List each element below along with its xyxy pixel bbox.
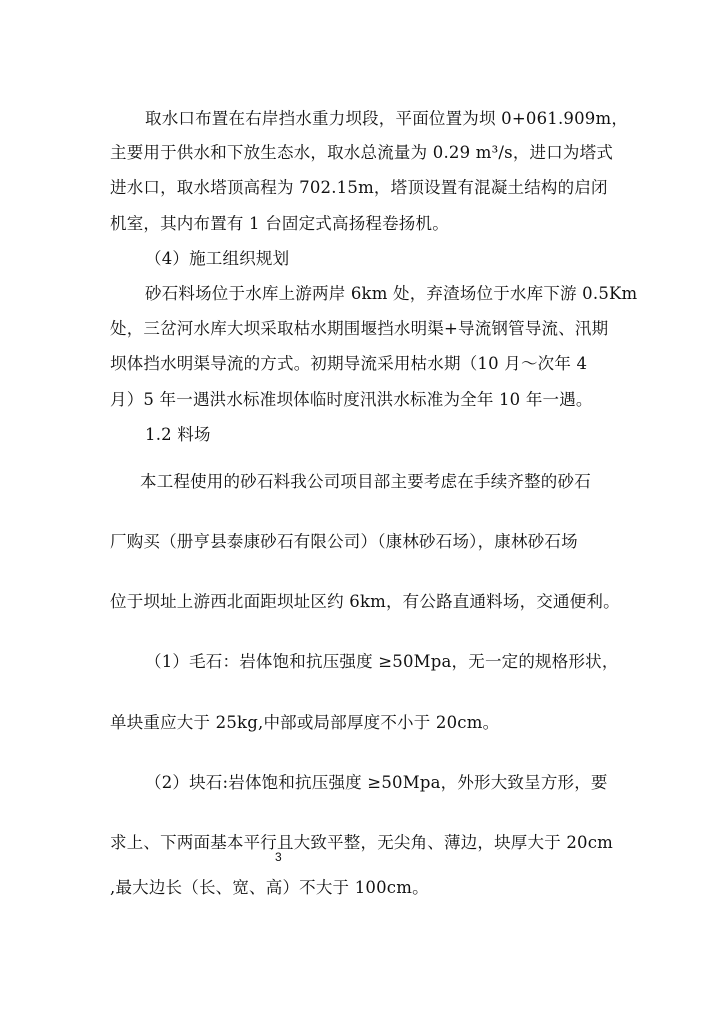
- text-line-11: 本工程使用的砂石料我公司项目部主要考虑在手续齐整的砂石: [140, 472, 591, 491]
- text-line-2: 主要用于供水和下放生态水，取水总流量为 0.29 m³/s，进口为塔式: [110, 143, 614, 162]
- text-line-12: 厂购买（册亨县泰康砂石有限公司）（康林砂石场），康林砂石场: [110, 532, 578, 551]
- text-line-13: 位于坝址上游西北面距坝址区约 6km，有公路直通料场，交通便利。: [110, 592, 620, 611]
- text-line-1: 取水口布置在右岸挡水重力坝段，平面位置为坝 0+061.909m，: [145, 109, 629, 128]
- text-line-16: （2）块石:岩体饱和抗压强度 ≥50Mpa，外形大致呈方形，要: [145, 773, 608, 792]
- text-line-7: 处，三岔河水库大坝采取枯水期围堰挡水明渠+导流钢管导流、汛期: [110, 319, 609, 338]
- section-heading-1-2: 1.2 料场: [145, 425, 211, 444]
- section-heading-4: （4）施工组织规划: [145, 249, 290, 268]
- page-number: 3: [275, 850, 282, 864]
- text-line-18: ,最大边长（长、宽、高）不大于 100cm。: [110, 878, 429, 897]
- text-line-4: 机室，其内布置有 1 台固定式高扬程卷扬机。: [110, 214, 449, 233]
- text-line-3: 进水口，取水塔顶高程为 702.15m，塔顶设置有混凝土结构的启闭: [110, 178, 608, 197]
- text-line-8: 坝体挡水明渠导流的方式。初期导流采用枯水期（10 月～次年 4: [110, 354, 588, 373]
- text-line-17: 求上、下两面基本平行且大致平整，无尖角、薄边，块厚大于 20cm: [110, 833, 614, 852]
- text-line-6: 砂石料场位于水库上游两岸 6km 处，弃渣场位于水库下游 0.5Km: [145, 284, 638, 303]
- text-line-9: 月）5 年一遇洪水标准坝体临时度汛洪水标准为全年 10 年一遇。: [110, 390, 593, 409]
- text-line-15: 单块重应大于 25kg,中部或局部厚度不小于 20cm。: [110, 713, 500, 732]
- text-line-14: （1）毛石：岩体饱和抗压强度 ≥50Mpa，无一定的规格形状，: [145, 652, 619, 671]
